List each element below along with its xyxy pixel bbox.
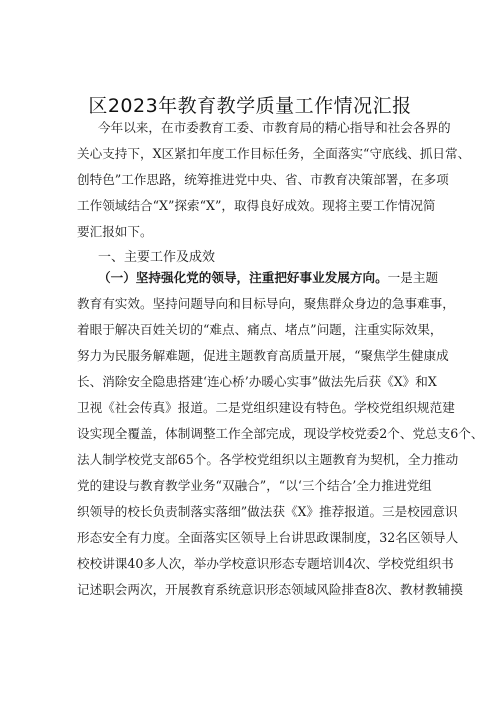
body-line-9: 党的建设与教育教学业务“双融合”，“以‘三个结合’全力推进党组: [77, 478, 432, 493]
body-line-12: 校校讲课40多人次，举办学校意识形态专题培训4次、学校党组织书: [77, 556, 454, 571]
intro-line-5: 要汇报如下。: [77, 224, 153, 239]
intro-line-3: 创特色”工作思路，统筹推进党中央、省、市教育决策部署，在多项: [77, 172, 449, 187]
body-line-4: 努力为民服务解难题，促进主题教育高质量开展，“聚焦学生健康成: [77, 348, 449, 363]
section-heading: 一、主要工作及成效: [98, 250, 216, 265]
body-line-2: 教育有实效。坚持问题导向和目标导向，聚焦群众身边的急事难事，: [77, 296, 455, 311]
body-line-3: 着眼于解决百姓关切的“难点、痛点、堵点”问题，注重实际效果，: [77, 322, 443, 337]
intro-line-1: 今年以来，在市委教育工委、市教育局的精心指导和社会各界的: [98, 120, 451, 135]
body-line-7: 设实现全覆盖，体制调整工作全部完成，现设学校党委2个、党总支6个、: [77, 426, 484, 441]
body-line-6: 卫视《社会传真》报道。二是党组织建设有特色。学校党组织规范建: [77, 400, 455, 415]
body-line-1-text: 一是主题: [387, 270, 439, 285]
body-line-5: 长、消除安全隐患搭建‘连心桥’办暖心实事”做法先后获《X》和X: [77, 374, 437, 389]
document-title: 区2023年教育教学质量工作情况汇报: [88, 95, 412, 117]
body-line-10: 织领导的校长负责制落实落细”做法获《X》推荐报道。三是校园意识: [77, 504, 458, 519]
body-line-1: [98, 270, 437, 286]
body-line-11: 形态安全有力度。全面落实区领导上台讲思政课制度，32名区领导人: [77, 530, 459, 545]
body-line-13: 记述职会两次，开展教育系统意识形态领域风险排查8次、教材教辅摸: [77, 582, 463, 597]
intro-line-4: 工作领域结合“X”探索“X”，取得良好成效。现将主要工作情况简: [77, 198, 436, 213]
subsection-lead: （一）坚持强化党的领导，注重把好事业发展方向。: [98, 270, 388, 285]
intro-line-2: 关心支持下，X区紧扣年度工作目标任务，全面落实“守底线、抓日常、: [77, 146, 471, 161]
body-line-8: 法人制学校党支部65个。各学校党组织以主题教育为契机，全力推动: [77, 452, 459, 467]
